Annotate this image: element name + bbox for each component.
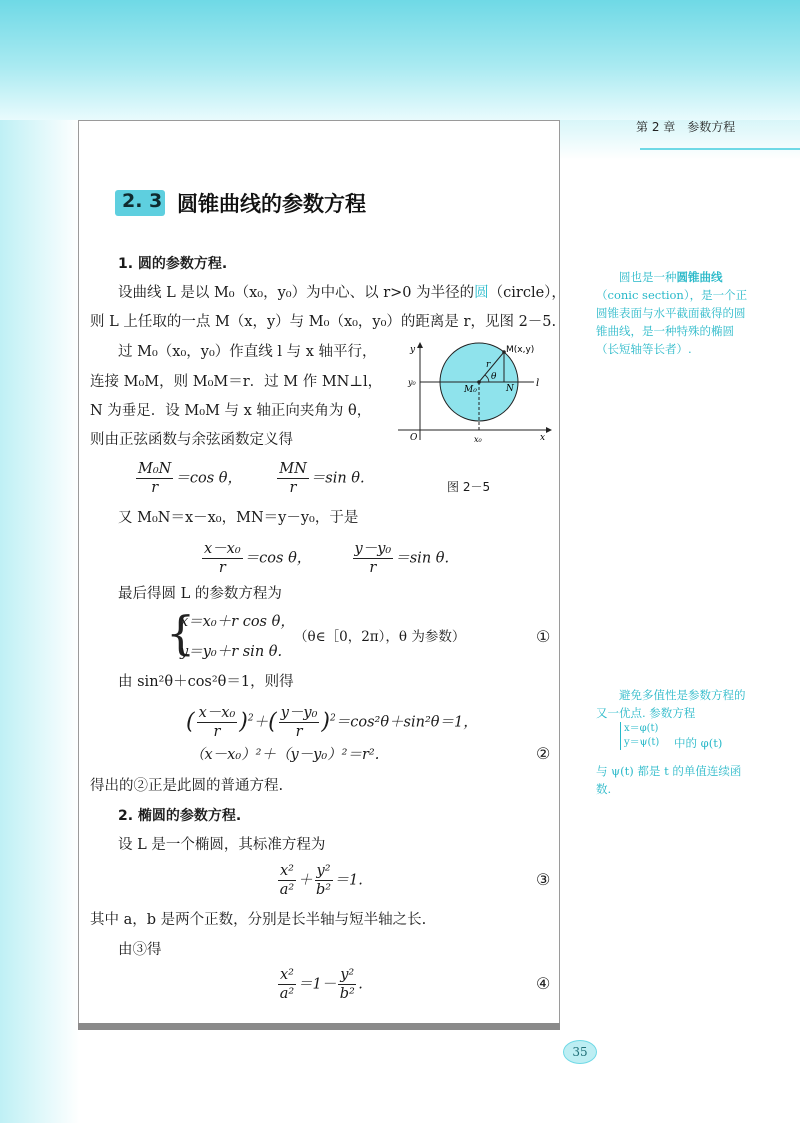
- denominator: a²: [279, 986, 295, 1002]
- rhs: ＝1.: [334, 872, 363, 889]
- numerator: y－y₀: [280, 705, 318, 721]
- label-y0: y₀: [408, 378, 416, 387]
- label-N: N: [506, 384, 514, 394]
- rhs: ＝cos θ，: [244, 550, 312, 567]
- section-number: 2. 3: [122, 190, 163, 212]
- plus: ＋: [298, 872, 313, 889]
- denominator: r: [213, 724, 221, 740]
- x-axis-arrow: [546, 427, 552, 433]
- label-l: l: [536, 378, 540, 389]
- label-theta: θ: [491, 372, 497, 382]
- fraction: [279, 704, 320, 741]
- text-run: （circle），: [488, 285, 566, 301]
- paragraph-conclusion: 得出的②正是此圆的普通方程.: [90, 778, 284, 794]
- text-run: 避免多值性是参数方程的又一优点. 参数方程: [596, 688, 746, 720]
- equation-cos-sin: [200, 540, 449, 577]
- center-point: [477, 380, 481, 384]
- rhs: ＝cos θ，: [175, 470, 242, 487]
- keyword-conic: 圆锥曲线: [676, 270, 723, 284]
- fraction: [338, 966, 356, 1003]
- label-x: x: [540, 433, 546, 443]
- subsection-title-circle: 1. 圆的参数方程.: [118, 256, 228, 272]
- fraction: [277, 460, 309, 497]
- system-line: y＝ψ(t): [624, 737, 660, 748]
- figure-2-5: [394, 340, 554, 445]
- paragraph-ellipse-intro: 设 L 是一个椭圆，其标准方程为: [118, 837, 326, 853]
- chapter-header-rule: [640, 148, 800, 150]
- content-frame-bottom-bar: [78, 1023, 560, 1030]
- fraction: [315, 862, 333, 899]
- margin-note-multivalue-c: 与 ψ(t) 都是 t 的单值连续函数.: [596, 764, 742, 796]
- denominator: b²: [315, 882, 332, 898]
- label-x0: x₀: [474, 435, 482, 444]
- numerator: y－y₀: [354, 541, 392, 557]
- numerator: y²: [316, 863, 331, 879]
- margin-note-multivalue: [596, 686, 756, 722]
- text-run: 圆也是一种: [619, 270, 677, 284]
- numerator: x－x₀: [204, 541, 241, 557]
- keyword-circle: 圆: [474, 285, 489, 301]
- margin-note-multivalue-b: 中的 φ(t): [674, 736, 723, 750]
- rhs: ＝sin θ.: [395, 550, 450, 567]
- margin-note-system: [620, 722, 659, 750]
- fraction: [197, 704, 238, 741]
- equation-ellipse-rearranged: [276, 966, 363, 1003]
- numerator: x－x₀: [198, 705, 236, 721]
- equation-param-y: y＝y₀＋r sin θ.: [180, 644, 283, 660]
- paragraph-circle-definition: [118, 283, 566, 303]
- paragraph-from-3: 由③得: [118, 942, 162, 958]
- text-run: 设曲线 L 是以 M₀（x₀，y₀）为中心、以 r>0 为半径的: [118, 285, 475, 301]
- numerator: M₀N: [138, 461, 172, 477]
- fraction: [136, 460, 173, 497]
- label-y: y: [410, 345, 416, 355]
- paragraph-line-3: N 为垂足．设 M₀M 与 x 轴正向夹角为 θ，: [90, 403, 372, 419]
- paragraph-substitution: 又 M₀N＝x－x₀，MN＝y－y₀，于是: [118, 510, 359, 526]
- middle: ＝1－: [298, 976, 337, 993]
- numerator: MN: [279, 461, 307, 477]
- denominator: b²: [339, 986, 355, 1002]
- denominator: a²: [279, 882, 295, 898]
- numerator: y²: [340, 967, 355, 983]
- text-run: （conic section），是一个正圆锥表面与水平截面截得的圆锥曲线，是一种特殊的椭圆（长短轴等长者）.: [596, 288, 748, 356]
- paragraph-line-4: 则由正弦函数与余弦函数定义得: [90, 432, 293, 448]
- equation-trig-definition: [134, 460, 365, 497]
- subsection-title-ellipse: 2. 椭圆的参数方程.: [118, 808, 242, 824]
- fraction: [278, 862, 296, 899]
- label-O: O: [410, 433, 418, 443]
- equation-circle-standard: （x－x₀）²＋（y－y₀）²＝r².: [190, 747, 380, 763]
- system-line: x＝φ(t): [624, 723, 659, 734]
- equation-number-1: ①: [536, 627, 551, 646]
- end: .: [358, 976, 363, 993]
- denominator: r: [218, 560, 226, 576]
- system-brace: {: [166, 606, 196, 660]
- equation-param-x: x＝x₀＋r cos θ，: [180, 614, 295, 630]
- equation-squared-sum: ( $\frac{\text{x－x₀}}{r}$ )$^2$＋( $\frac{\text{y－y₀}}{r}$ )$^2$＝cos²θ＋sin²θ＝1，: [186, 705, 478, 740]
- label-M0: M₀: [464, 385, 477, 395]
- denominator: r: [151, 480, 159, 496]
- paragraph-circle-definition-cont: 则 L 上任取的一点 M（x，y）与 M₀（x₀，y₀）的距离是 r，见图 2－5.: [90, 314, 557, 330]
- parameter-condition: （θ∈［0，2π），θ 为参数）: [294, 629, 466, 645]
- page-number: 35: [563, 1040, 597, 1064]
- exponent: 2: [329, 713, 336, 724]
- paragraph-line-2: 连接 M₀M，则 M₀M＝r．过 M 作 MN⊥l，: [90, 374, 383, 390]
- fraction: [278, 966, 296, 1003]
- denominator: r: [295, 724, 303, 740]
- equation-ellipse-standard: [276, 862, 363, 899]
- left-decorative-band: [0, 120, 80, 1123]
- numerator: x²: [280, 967, 294, 983]
- equation-number-4: ④: [536, 974, 551, 993]
- label-M: M(x,y): [506, 345, 535, 355]
- paragraph-identity: 由 sin²θ＋cos²θ＝1，则得: [118, 674, 294, 690]
- denominator: r: [289, 480, 297, 496]
- fraction: [353, 540, 394, 577]
- section-title: 圆锥曲线的参数方程: [177, 192, 366, 216]
- top-decorative-band: [0, 0, 800, 120]
- denominator: r: [369, 560, 377, 576]
- numerator: x²: [280, 863, 294, 879]
- rhs: ＝cos²θ＋sin²θ＝1，: [335, 714, 478, 731]
- exponent: 2: [247, 713, 254, 724]
- paragraph-semi-axes: 其中 a，b 是两个正数，分别是长半轴与短半轴之长.: [90, 912, 427, 928]
- label-r: r: [486, 360, 491, 370]
- equation-number-3: ③: [536, 870, 551, 889]
- margin-note-conic: [596, 268, 756, 358]
- rhs: ＝sin θ.: [310, 470, 365, 487]
- paragraph-parametric-intro: 最后得圆 L 的参数方程为: [118, 586, 282, 602]
- paragraph-line-1: 过 M₀（x₀，y₀）作直线 l 与 x 轴平行，: [118, 344, 377, 360]
- fraction: [202, 540, 243, 577]
- figure-caption: 图 2－5: [447, 480, 491, 494]
- chapter-header: 第 2 章 参数方程: [636, 120, 736, 134]
- equation-number-2: ②: [536, 744, 551, 763]
- y-axis-arrow: [417, 342, 423, 348]
- plus: ＋: [253, 714, 269, 731]
